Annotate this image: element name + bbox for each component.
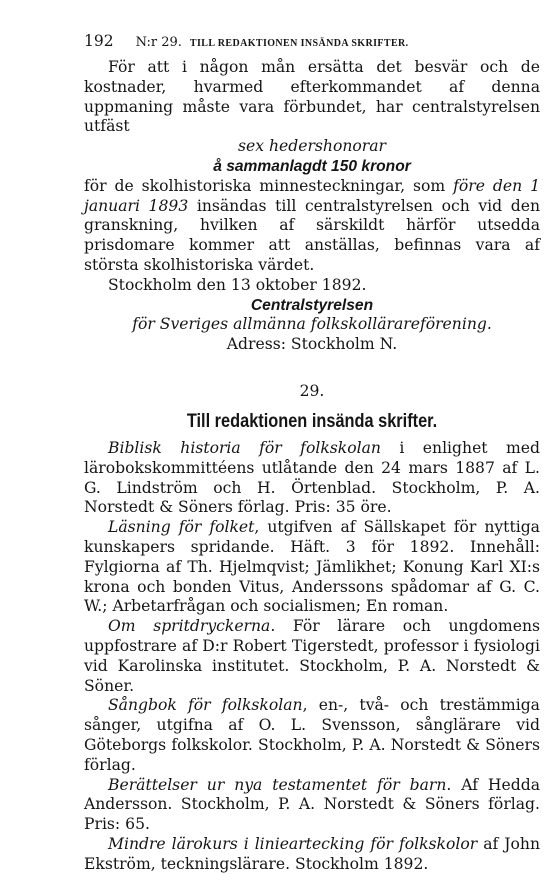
entry-item — [84, 439, 540, 518]
notice-date-line: Stockholm den 13 oktober 1892. — [108, 275, 367, 294]
notice-signature: Centralstyrelsen — [250, 296, 374, 314]
section-number: 29. — [299, 381, 325, 400]
notice-paragraph-2 — [84, 177, 540, 276]
entry-title: Berättelser ur nya testamentet för barn — [108, 775, 447, 794]
entries-list — [84, 439, 540, 874]
notice-paragraph-1: För att i någon mån ersätta det besvär och de kostnader, hvarmed efterkommandet af denna uppmaning måste vara förbundet, har centralstyrelsen utfäst — [84, 58, 540, 136]
notice-organization: för Sveriges allmänna folkskollärareförening. — [132, 315, 492, 334]
entry-title: Sångbok för folkskolan — [108, 696, 303, 715]
entry-item — [84, 696, 540, 775]
entry-item — [84, 617, 540, 696]
notice-block — [84, 58, 540, 355]
entry-text: i enlighet med lärobokskommittéens utlåtande den 24 mars 1887 af L. G. Lindström och H. Örtenblad. Stockholm, P. A. Norstedt & Söners förlag. Pris: 35 öre. — [84, 438, 540, 517]
notice-paragraph-2-start: för de skolhistoriska minnesteckningar, som — [84, 176, 454, 195]
running-head — [84, 32, 540, 58]
entry-title: Biblisk historia för folkskolan — [108, 438, 381, 457]
entry-text: , en-, två- och trestämmiga sånger, utgifna af O. L. Svensson, sånglärare vid Göteborgs folkskolor. Stockholm, P. A. Norstedt & Söners förlag. — [84, 696, 540, 774]
notice-paragraph-2-end: insändas till centralstyrelsen och vid den granskning, hvilken af särskildt härför utsedda prisdomare kommer att anställas, befinnas vara af största skolhistoriska värdet. — [84, 196, 540, 274]
entry-text: . För lärare och ungdomens uppfostrare af D:r Robert Tigerstedt, professor i fysiologi vid Karolinska institutet. Stockholm, P. A. Norstedt & Söner. — [84, 617, 540, 695]
section-title: Till redaktionen insända skrifter. — [186, 410, 438, 432]
notice-address: Adress: Stockholm N. — [226, 335, 398, 354]
entry-title: Om spritdryckerna — [108, 617, 271, 636]
notice-center-amount: å sammanlagdt 150 kronor — [213, 157, 411, 175]
running-title: TILL REDAKTIONEN INSÄNDA SKRIFTER. — [189, 38, 409, 49]
entry-text: , utgifven af Sällskapet för nyttiga kunskapers spridande. Häft. 3 för 1892. Innehåll: Fylgiorna af Th. Hjelmqvist; Jämlikhet; Konung Karl XI:s krona och bonden Vitus, Anderssons spådomar af G. C. W.; Arbetarfrågan och socialismen; En roman. — [84, 518, 540, 616]
entry-text: . Af Hedda Andersson. Stockholm, P. A. Norstedt & Söners förlag. Pris: 65. — [84, 775, 541, 834]
entry-item — [84, 776, 540, 835]
section-ref: N:r 29. — [135, 35, 182, 50]
entry-text: af John Ekström, teckningslärare. Stockholm 1892. — [84, 834, 540, 873]
notice-deadline: före den 1 januari 1893 — [84, 176, 540, 215]
page — [84, 32, 540, 874]
entry-title: Läsning för folket — [108, 518, 255, 537]
entry-title: Mindre lärokurs i linieartecking för folkskolor — [108, 834, 478, 853]
notice-center-honorar: sex hedershonorar — [238, 137, 386, 156]
page-number: 192 — [84, 32, 114, 50]
entry-item — [84, 518, 540, 617]
entry-item — [84, 835, 540, 874]
